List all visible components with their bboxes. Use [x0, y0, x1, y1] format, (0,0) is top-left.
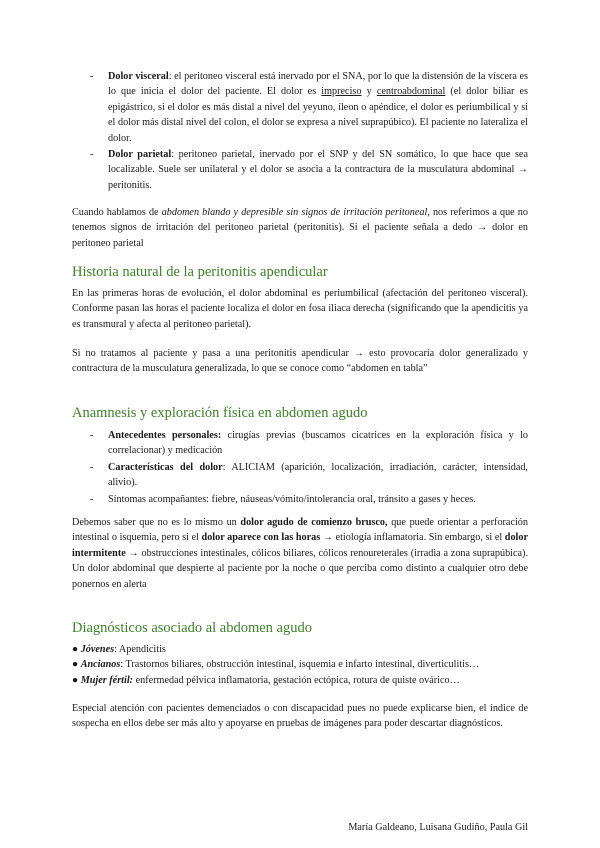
item-text: y [361, 86, 377, 98]
text: que puede orientar a perforación intestinal o isquemia, pero si el [72, 517, 528, 544]
heading-anamnesis: Anamnesis y exploración física en abdomen agudo [72, 405, 368, 421]
heading-diagnosticos: Diagnósticos asociado al abdomen agudo [72, 620, 312, 636]
item-text: cirugías previas (buscamos cicatrices en la exploración física y lo correlacionar) y medicación [108, 430, 528, 457]
text: → obstrucciones intestinales, cólicos biliares, cólicos renoureterales (irradia a zona suprapúbica). Un dolor abdominal que despierte al paciente por la noche o que perciba como distinto a cualquier otro debe ponernos en alerta [72, 547, 528, 590]
item-text: (el dolor biliar es epigástrico, si el dolor es más distal a nivel del yeyuno, íleon o apéndice, el dolor es periumbilical y si el dolor más distal nivel del colon, el dolor se expresa a nivel suprapúbico). El paciente no lateraliza el dolor. [108, 86, 529, 144]
term-dolor-parietal: Dolor parietal [108, 149, 172, 161]
term-caracteristicas: Características del dolor [108, 461, 223, 473]
footer-authors: María Galdeano, Luisana Gudiño, Paula Gil [348, 822, 528, 833]
dash-marker: - [90, 430, 94, 441]
item-text: Síntomas acompañantes: fiebre, náuseas/vómito/intolerancia oral, tránsito a gases y heces. [108, 493, 476, 505]
paragraph-text: En las primeras horas de evolución, el dolor abdominal es periumbilical (afectación del peritoneo visceral). Conforme pasan las horas el paciente localiza el dolor en fosa iliaca derecha (significando que la apendicitis ya es transmural y afecta al peritoneo parietal). [72, 288, 528, 330]
section2-paragraph [72, 515, 528, 592]
term-ancianos: Ancianos [80, 659, 121, 671]
section1-paragraph-2 [72, 346, 528, 377]
dash-marker: - [90, 71, 94, 82]
dash-marker: - [90, 493, 94, 505]
anamnesis-list [72, 428, 528, 507]
list-item-sintomas [72, 492, 528, 507]
item-text: : el peritoneo visceral está inervado por el SNA, por lo que la distensión de la víscera es lo que inicia el dolor del paciente. El dolor es [108, 71, 529, 98]
paragraph-text: Especial atención con pacientes demenciados o con discapacidad pues no puede explicarse bien, el índice de sospecha en ellos debe ser más alto y apoyarse en pruebas de imágenes para poder descartar diagnósticos. [72, 703, 528, 730]
list-item-caracteristicas [72, 460, 528, 491]
underlined-impreciso: impreciso [321, 86, 362, 98]
item-text: : peritoneo parietal, inervado por el SNP y del SN somático, lo que hace que sea localizable. Suele ser unilateral y el dolor se asocia a la contractura de la musculatura abdominal → peritonitis. [108, 149, 528, 191]
list-item-visceral [72, 69, 528, 146]
bullet-icon: ● [72, 644, 79, 655]
term-antecedentes: Antecedentes personales: [108, 430, 222, 441]
item-text: : ALICIAM (aparición, localización, irradiación, carácter, intensidad, alivio). [108, 461, 528, 489]
diagnosticos-list [72, 642, 528, 688]
bold-intermitente: dolor intermitente [72, 532, 528, 559]
term-dolor-visceral: Dolor visceral [108, 71, 169, 82]
dash-marker: - [90, 461, 94, 473]
item-text: : Apendicitis [114, 644, 166, 655]
list-item-antecedentes [72, 428, 528, 459]
bold-aparece-horas: dolor aparece con las horas [201, 532, 321, 544]
abdomen-paragraph [72, 205, 528, 251]
list-item-parietal [72, 147, 528, 193]
list-item-mujer-fertil [72, 673, 528, 688]
paragraph-text: Si no tratamos al paciente y pasa a una peritonitis apendicular → esto provocaría dolor generalizado y contractura de la musculatura generalizada, lo que se conoce como “abdomen en tabla” [72, 348, 528, 375]
bold-comienzo-brusco: dolor agudo de comienzo brusco, [240, 517, 388, 528]
bullet-icon: ● [72, 674, 79, 686]
underlined-centroabdominal: centroabdominal [376, 86, 446, 98]
bullet-icon: ● [72, 659, 79, 671]
dash-marker: - [90, 149, 94, 161]
section1-paragraph-1 [72, 286, 528, 332]
emphasis-abdomen-blando: abdomen blando y depresible sin signos de irritación peritoneal, [161, 207, 430, 218]
intro-list [72, 69, 528, 193]
term-mujer-fertil: Mujer fértil: [80, 674, 134, 686]
text: Cuando hablamos de [72, 207, 162, 218]
heading-historia-natural: Historia natural de la peritonitis apendicular [72, 264, 328, 280]
text: Debemos saber que no es lo mismo un [72, 517, 241, 528]
item-text: : Trastornos biliares, obstrucción intestinal, isquemia e infarto intestinal, diverticulitis… [120, 659, 480, 671]
text: nos referimos a que no tenemos signos de irritación del peritoneo parietal (peritonitis). Si el paciente señala a dedo → dolor en peritoneo parietal [72, 207, 528, 249]
item-text: enfermedad pélvica inflamatoria, gestación ectópica, rotura de quiste ovárico… [133, 674, 460, 686]
text: → etiología inflamatoria. Sin embargo, si el [320, 532, 505, 544]
list-item-ancianos [72, 657, 528, 672]
term-jovenes: Jóvenes [80, 644, 115, 655]
list-item-jovenes [72, 642, 528, 657]
section3-paragraph [72, 701, 528, 732]
